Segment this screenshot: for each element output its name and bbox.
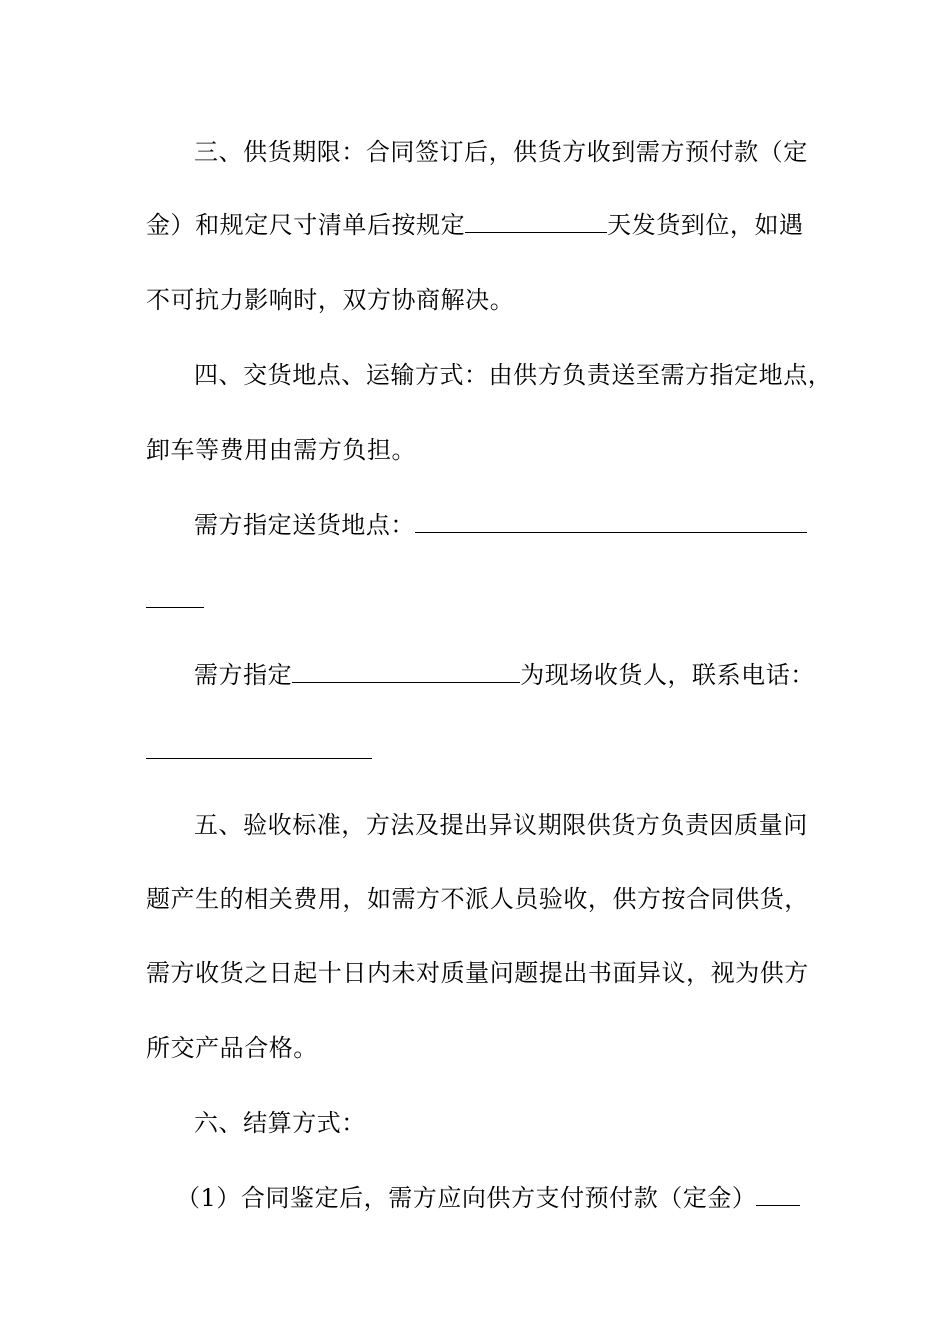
receiver-text-a: 需方指定 [194,661,293,689]
section4-line1: 四、交货地点、运输方式：由供方负责送至需方指定地点， [194,361,833,389]
section5-line4: 所交产品合格。 [146,1034,318,1062]
section5-line2: 题产生的相关费用，如需方不派人员验收，供方按合同供货， [146,885,809,913]
section3-line2-text-b: 天发货到位，如遇 [607,211,804,239]
delivery-address-line [194,510,807,540]
delivery-address-blank[interactable] [415,510,807,533]
section4-line2: 卸车等费用由需方负担。 [146,436,417,464]
section6-item1-text: （1）合同鉴定后，需方应向供方支付预付款（定金） [176,1184,757,1212]
receiver-phone-blank[interactable] [146,758,372,759]
section6-heading: 六、结算方式： [194,1109,366,1137]
section3-line1: 三、供货期限：合同签订后，供货方收到需方预付款（定 [194,138,808,166]
deposit-amount-blank[interactable] [756,1183,800,1206]
delivery-days-blank[interactable] [465,210,607,233]
section3-line2-text-a: 金）和规定尺寸清单后按规定 [146,211,466,239]
receiver-line [194,660,815,690]
section3-line3: 不可抗力影响时，双方协商解决。 [146,286,515,314]
receiver-text-b: 为现场收货人，联系电话： [520,661,815,689]
section3-line2 [146,210,804,240]
section5-line3: 需方收货之日起十日内未对质量问题提出书面异议，视为供方 [146,959,809,987]
section6-item1 [176,1183,800,1213]
section5-line1: 五、验收标准，方法及提出异议期限供货方负责因质量问 [194,811,808,839]
delivery-address-blank-continued[interactable] [146,607,204,608]
delivery-address-label: 需方指定送货地点： [194,511,415,539]
receiver-name-blank[interactable] [292,660,520,683]
